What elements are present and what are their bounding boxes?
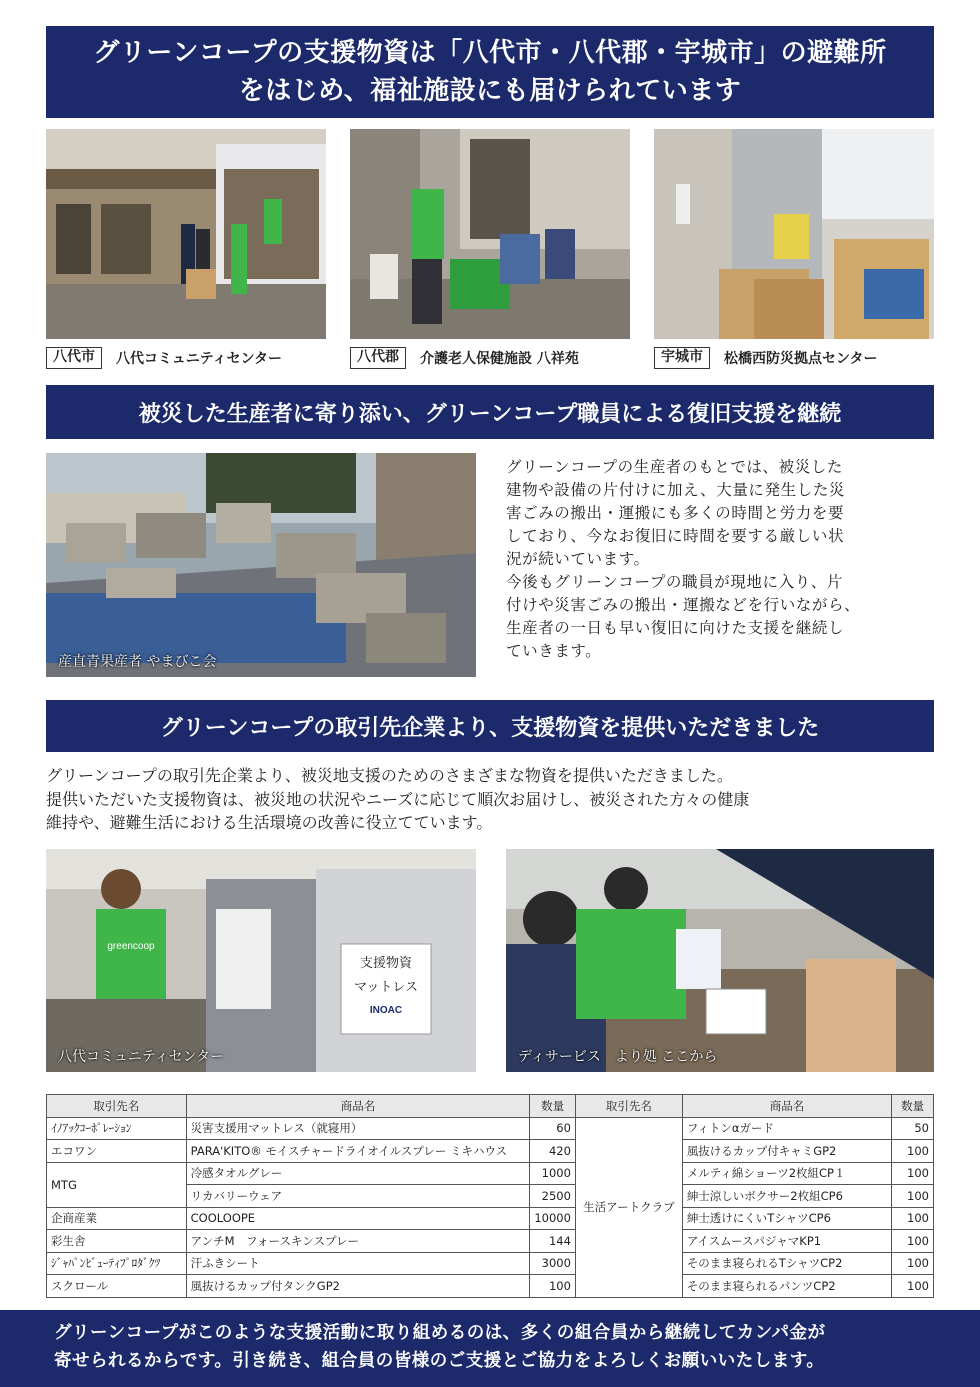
- product-cell: 紳士涼しいボクサー2枚組CP6: [682, 1185, 891, 1208]
- recovery-banner: [46, 385, 934, 439]
- vest-logo-text: greencoop: [107, 941, 155, 952]
- supply-line: グリーンコープの取引先企業より、被災地支援のためのさまざまな物資を提供いただきました。: [46, 766, 733, 785]
- product-cell: リカバリーウェア: [186, 1185, 530, 1208]
- table-row: [47, 1252, 934, 1275]
- recovery-banner-title: 被災した生産者に寄り添い、グリーンコープ職員による復旧支援を継続: [138, 401, 842, 427]
- footer-line1: グリーンコープがこのような支援活動に取り組めるのは、多くの組合員から継続してカンパ金が: [54, 1323, 826, 1343]
- top-banner: [46, 26, 934, 118]
- product-cell: 風抜けるカップ付キャミGP2: [682, 1140, 891, 1163]
- qty-cell: 100: [892, 1230, 934, 1253]
- product-cell: PARA'KITO® モイスチャードライオイルスプレー ミキハウス: [186, 1140, 530, 1163]
- recovery-line: しており、今なお復旧に時間を要する厳しい状: [506, 527, 845, 545]
- table-row: [47, 1230, 934, 1253]
- photo-mattress-delivery: [46, 849, 476, 1072]
- location-caption-1: [46, 346, 282, 370]
- recovery-line: 付けや災害ごみの搬出・運搬などを行いながら、: [506, 596, 861, 614]
- company-cell: 彩生舎: [47, 1230, 187, 1253]
- product-cell: 風抜けるカップ付タンクGP2: [186, 1275, 530, 1298]
- recovery-line: 生産者の一日も早い復旧に向けた支援を継続し: [506, 619, 845, 637]
- product-cell: 災害支援用マットレス（就寝用）: [186, 1117, 530, 1140]
- location-tag: 宇城市: [654, 347, 710, 369]
- photo-matsubase-disaster-center: [654, 129, 934, 339]
- product-cell: アンチM フォースキンスプレー: [186, 1230, 530, 1253]
- location-name: 松橋西防災拠点センター: [724, 351, 878, 367]
- col-header-company: 取引先名: [47, 1095, 187, 1118]
- product-cell: メルティ綿ショーツ2枚組CP１: [682, 1162, 891, 1185]
- top-banner-line2: をはじめ、福祉施設にも届けられています: [238, 76, 742, 106]
- qty-cell: 100: [892, 1185, 934, 1208]
- photo-day-service-delivery: [506, 849, 934, 1072]
- table-header-row: [47, 1095, 934, 1118]
- col-header-qty: 数量: [892, 1095, 934, 1118]
- qty-cell: 50: [892, 1117, 934, 1140]
- product-cell: 紳士透けにくいTシャツCP6: [682, 1207, 891, 1230]
- photo-debris-truck: [46, 453, 476, 677]
- recovery-line: グリーンコープの生産者のもとでは、被災した: [506, 458, 844, 476]
- photo-yatsushiro-community-center: [46, 129, 326, 339]
- top-banner-line1: グリーンコープの支援物資は「八代市・八代郡・宇城市」の避難所: [93, 38, 887, 68]
- product-cell: アイスムースパジャマKP1: [682, 1230, 891, 1253]
- footer-line2: 寄せられるからです。引き続き、組合員の皆様のご支援とご協力をよろしくお願いいたします。: [54, 1351, 825, 1371]
- qty-cell: 2500: [530, 1185, 576, 1208]
- qty-cell: 60: [530, 1117, 576, 1140]
- supply-banner-title: グリーンコープの取引先企業より、支援物資を提供いただきました: [160, 715, 820, 741]
- recovery-line: ていきます。: [506, 642, 602, 660]
- sign-line: 支援物資: [359, 956, 413, 971]
- table-row: [47, 1140, 934, 1163]
- supply-banner: [46, 700, 934, 752]
- col-header-product: 商品名: [682, 1095, 891, 1118]
- qty-cell: 144: [530, 1230, 576, 1253]
- recovery-paragraph: [506, 456, 926, 663]
- company-cell: スクロール: [47, 1275, 187, 1298]
- product-cell: そのまま寝られるパンツCP2: [682, 1275, 891, 1298]
- company-cell: ｲﾉｱｯｸｺｰﾎﾟﾚｰｼｮﾝ: [47, 1117, 187, 1140]
- product-cell: 冷感タオルグレー: [186, 1162, 530, 1185]
- col-header-company: 取引先名: [575, 1095, 682, 1118]
- qty-cell: 100: [892, 1140, 934, 1163]
- photo-caption: 八代コミュニティセンター: [58, 1049, 225, 1065]
- qty-cell: 3000: [530, 1252, 576, 1275]
- table-row: [47, 1162, 934, 1185]
- sign-line: マットレス: [353, 980, 419, 995]
- table-row: [47, 1275, 934, 1298]
- qty-cell: 100: [892, 1162, 934, 1185]
- company-cell: 企商産業: [47, 1207, 187, 1230]
- location-caption-3: [654, 346, 877, 370]
- table-row: [47, 1207, 934, 1230]
- photo-caption: ディサービス より処 ここから: [518, 1049, 718, 1065]
- qty-cell: 100: [892, 1207, 934, 1230]
- recovery-line: 害ごみの搬出・運搬にも多くの時間と労力を要: [506, 504, 845, 522]
- company-cell: エコワン: [47, 1140, 187, 1163]
- location-tag: 八代市: [46, 347, 102, 369]
- recovery-line: 建物や設備の片付けに加え、大量に発生した災: [506, 481, 846, 499]
- photo-hasshoen-facility: [350, 129, 630, 339]
- table-row: [47, 1117, 934, 1140]
- qty-cell: 420: [530, 1140, 576, 1163]
- supply-line: 提供いただいた支援物資は、被災地の状況やニーズに応じて順次お届けし、被災された方々の健康: [46, 789, 750, 809]
- donation-items-table: [46, 1094, 934, 1298]
- photo-caption: 産直青果産者 やまびこ会: [58, 654, 217, 670]
- product-cell: 汗ふきシート: [186, 1252, 530, 1275]
- qty-cell: 1000: [530, 1162, 576, 1185]
- supply-paragraph: [46, 764, 936, 835]
- product-cell: フィトンαガード: [682, 1117, 891, 1140]
- location-name: 八代コミュニティセンター: [116, 351, 283, 367]
- footer-banner: [0, 1310, 980, 1387]
- company-cell: MTG: [47, 1162, 187, 1207]
- sign-brand: INOAC: [369, 1005, 403, 1016]
- col-header-product: 商品名: [186, 1095, 530, 1118]
- qty-cell: 10000: [530, 1207, 576, 1230]
- supply-line: 維持や、避難生活における生活環境の改善に役立てています。: [46, 813, 493, 832]
- product-cell: そのまま寝られるTシャツCP2: [682, 1252, 891, 1275]
- col-header-qty: 数量: [530, 1095, 576, 1118]
- location-caption-2: [350, 346, 579, 370]
- location-name: 介護老人保健施設 八祥苑: [420, 351, 579, 367]
- company-cell: 生活アートクラブ: [575, 1117, 682, 1297]
- product-cell: COOLOOPE: [186, 1207, 530, 1230]
- recovery-line: 今後もグリーンコープの職員が現地に入り、片: [506, 573, 844, 591]
- recovery-line: 況が続いています。: [506, 550, 650, 568]
- company-cell: ｼﾞｬﾊﾟﾝﾋﾞｭｰﾃｨﾌﾟﾛﾀﾞｸﾂ: [47, 1252, 187, 1275]
- qty-cell: 100: [530, 1275, 576, 1298]
- location-tag: 八代郡: [350, 347, 406, 369]
- qty-cell: 100: [892, 1252, 934, 1275]
- qty-cell: 100: [892, 1275, 934, 1298]
